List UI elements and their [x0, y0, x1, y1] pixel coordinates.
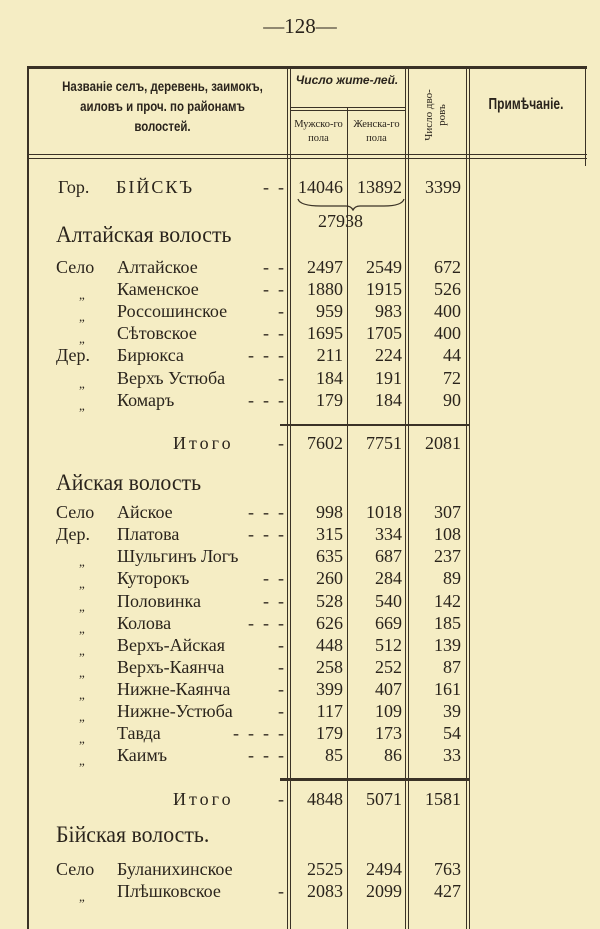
row-dash: - [278, 433, 284, 453]
brace-icon [296, 197, 406, 211]
row-prefix: „ [79, 889, 85, 904]
row-name: Верхъ Устюба [117, 368, 226, 388]
row-dash: - - [263, 177, 284, 197]
households-count: 185 [434, 613, 461, 633]
section-title: Айская волость [56, 470, 202, 495]
row-name: Платова [117, 524, 180, 544]
male-count: 179 [316, 390, 343, 410]
table-row [0, 344, 600, 366]
households-total: 2081 [425, 433, 461, 453]
row-prefix: „ [79, 621, 85, 636]
female-count: 109 [375, 701, 402, 721]
male-count: 117 [316, 701, 343, 721]
row-name: Нижне-Устюба [117, 701, 233, 721]
row-dash: - - - [248, 524, 284, 544]
female-count: 407 [375, 679, 402, 699]
table-row [0, 300, 600, 322]
female-count: 512 [375, 635, 402, 655]
table-row [0, 744, 600, 766]
table-row [0, 523, 600, 545]
row-dash: - [278, 679, 284, 699]
female-count: 184 [375, 390, 402, 410]
row-dash: - [278, 635, 284, 655]
section-title: Бійская волость. [56, 822, 210, 847]
header-female: Женска-го пола [353, 119, 400, 144]
male-count: 998 [316, 502, 343, 522]
male-count: 184 [316, 368, 343, 388]
table-row [0, 634, 600, 656]
row-name: Половинка [117, 591, 201, 611]
row-prefix: „ [79, 687, 85, 702]
header-inhabitants: Число жите-лей. [295, 73, 399, 87]
row-dash: - [278, 657, 284, 677]
total-label: Итого [173, 433, 234, 453]
households-count: 54 [443, 723, 461, 743]
male-count: 211 [316, 345, 343, 365]
header-households-label: Число дво-ровъ [423, 89, 448, 141]
female-count: 334 [375, 524, 402, 544]
households-count: 400 [434, 301, 461, 321]
row-dash: - [278, 301, 284, 321]
row-dash: - - - [248, 390, 284, 410]
female-count: 1705 [366, 323, 402, 343]
row-prefix: Село [56, 502, 95, 522]
row-name: Нижне-Каянча [117, 679, 231, 699]
female-count: 687 [375, 546, 402, 566]
female-count: 2099 [366, 881, 402, 901]
households-count: 3399 [425, 177, 461, 197]
female-count: 13892 [357, 177, 402, 197]
male-count: 528 [316, 591, 343, 611]
header-remarks: Примѣчаніе. [488, 96, 564, 113]
row-prefix: „ [79, 731, 85, 746]
female-total: 7751 [366, 433, 402, 453]
table-row [0, 501, 600, 523]
table-row [0, 722, 600, 744]
table-row [0, 700, 600, 722]
table-row [0, 880, 600, 902]
row-dash: - - [263, 323, 284, 343]
male-count: 179 [316, 723, 343, 743]
row-dash: - [278, 368, 284, 388]
row-name: Комаръ [117, 390, 175, 410]
table-row [0, 612, 600, 634]
male-count: 399 [316, 679, 343, 699]
table-row [0, 278, 600, 300]
row-dash: - - - - [233, 723, 284, 743]
row-dash: - - [263, 257, 284, 277]
table-row [0, 858, 600, 880]
page-number: —128— [263, 14, 337, 38]
row-prefix: „ [79, 309, 85, 324]
households-count: 90 [443, 390, 461, 410]
section-title: Алтайская волость [56, 222, 232, 247]
row-name: Буланихинское [117, 859, 233, 879]
header-households [406, 75, 466, 155]
row-prefix: „ [79, 398, 85, 413]
female-count: 252 [375, 657, 402, 677]
row-prefix: Село [56, 859, 95, 879]
row-name: Алтайское [117, 257, 198, 277]
row-dash: - [278, 789, 284, 809]
male-count: 2083 [307, 881, 343, 901]
row-dash: - - [263, 591, 284, 611]
households-count: 400 [434, 323, 461, 343]
male-count: 85 [325, 745, 343, 765]
total-label: Итого [173, 789, 234, 809]
female-count: 1018 [366, 502, 402, 522]
male-count: 2497 [307, 257, 343, 277]
row-prefix: „ [79, 665, 85, 680]
row-dash: - - - [248, 502, 284, 522]
male-count: 315 [316, 524, 343, 544]
female-count: 86 [384, 745, 402, 765]
households-count: 161 [434, 679, 461, 699]
header-male: Мужско-го пола [294, 119, 343, 144]
female-count: 224 [375, 345, 402, 365]
row-dash: - [278, 881, 284, 901]
male-count: 626 [316, 613, 343, 633]
row-name: Россошинское [117, 301, 228, 321]
male-count: 635 [316, 546, 343, 566]
table-row [0, 322, 600, 344]
row-name: Айское [117, 502, 173, 522]
row-name: Шульгинъ Логъ [117, 546, 239, 566]
row-dash: - [278, 701, 284, 721]
row-prefix: „ [79, 331, 85, 346]
row-dash: - - - [248, 345, 284, 365]
header-name-column: Названіе селъ, деревень, заимокъ, аиловъ и проч. по районамъ волостей. [62, 78, 263, 134]
row-prefix: Дер. [56, 345, 90, 365]
total-row [0, 788, 600, 810]
male-count: 1880 [307, 279, 343, 299]
households-count: 237 [434, 546, 461, 566]
female-count: 2549 [366, 257, 402, 277]
row-name: Каимъ [117, 745, 168, 765]
households-total: 1581 [425, 789, 461, 809]
households-count: 44 [443, 345, 461, 365]
row-name: Колова [117, 613, 172, 633]
households-count: 307 [434, 502, 461, 522]
table-row [0, 590, 600, 612]
table-row [0, 367, 600, 389]
row-name: Плѣшковское [117, 881, 221, 901]
households-count: 672 [434, 257, 461, 277]
male-count: 959 [316, 301, 343, 321]
male-count: 258 [316, 657, 343, 677]
row-prefix: Гор. [58, 177, 90, 197]
city-row [0, 176, 600, 198]
table-row [0, 656, 600, 678]
table-row [0, 256, 600, 278]
households-count: 427 [434, 881, 461, 901]
row-name: Тавда [117, 723, 161, 743]
row-prefix: „ [79, 287, 85, 302]
households-count: 39 [443, 701, 461, 721]
households-count: 72 [443, 368, 461, 388]
table-row [0, 545, 600, 567]
table-row [0, 678, 600, 700]
households-count: 33 [443, 745, 461, 765]
male-count: 448 [316, 635, 343, 655]
male-count: 260 [316, 568, 343, 588]
row-prefix: „ [79, 554, 85, 569]
row-name: Сѣтовское [117, 323, 197, 343]
combined-total: 27938 [318, 211, 363, 231]
female-total: 5071 [366, 789, 402, 809]
female-count: 2494 [366, 859, 402, 879]
male-count: 2525 [307, 859, 343, 879]
row-dash: - - [263, 568, 284, 588]
female-count: 540 [375, 591, 402, 611]
households-count: 142 [434, 591, 461, 611]
row-name: Куторокъ [117, 568, 190, 588]
households-count: 763 [434, 859, 461, 879]
row-prefix: „ [79, 599, 85, 614]
male-total: 7602 [307, 433, 343, 453]
total-row [0, 432, 600, 454]
row-prefix: „ [79, 709, 85, 724]
row-dash: - - - [248, 745, 284, 765]
row-name: Бирюкса [117, 345, 184, 365]
row-dash: - - - [248, 613, 284, 633]
row-name: Верхъ-Айская [117, 635, 225, 655]
table-row [0, 389, 600, 411]
row-name: Каменское [117, 279, 199, 299]
households-count: 108 [434, 524, 461, 544]
households-count: 139 [434, 635, 461, 655]
female-count: 983 [375, 301, 402, 321]
male-count: 14046 [298, 177, 343, 197]
table-row [0, 567, 600, 589]
row-prefix: „ [79, 376, 85, 391]
female-count: 669 [375, 613, 402, 633]
row-prefix: „ [79, 643, 85, 658]
row-name: Верхъ-Каянча [117, 657, 225, 677]
male-total: 4848 [307, 789, 343, 809]
row-prefix: Село [56, 257, 95, 277]
households-count: 87 [443, 657, 461, 677]
female-count: 1915 [366, 279, 402, 299]
female-count: 173 [375, 723, 402, 743]
households-count: 526 [434, 279, 461, 299]
female-count: 284 [375, 568, 402, 588]
row-name: БІЙСКЪ [116, 177, 195, 197]
female-count: 191 [375, 368, 402, 388]
male-count: 1695 [307, 323, 343, 343]
row-prefix: Дер. [56, 524, 90, 544]
row-dash: - - [263, 279, 284, 299]
households-count: 89 [443, 568, 461, 588]
row-prefix: „ [79, 753, 85, 768]
row-prefix: „ [79, 576, 85, 591]
